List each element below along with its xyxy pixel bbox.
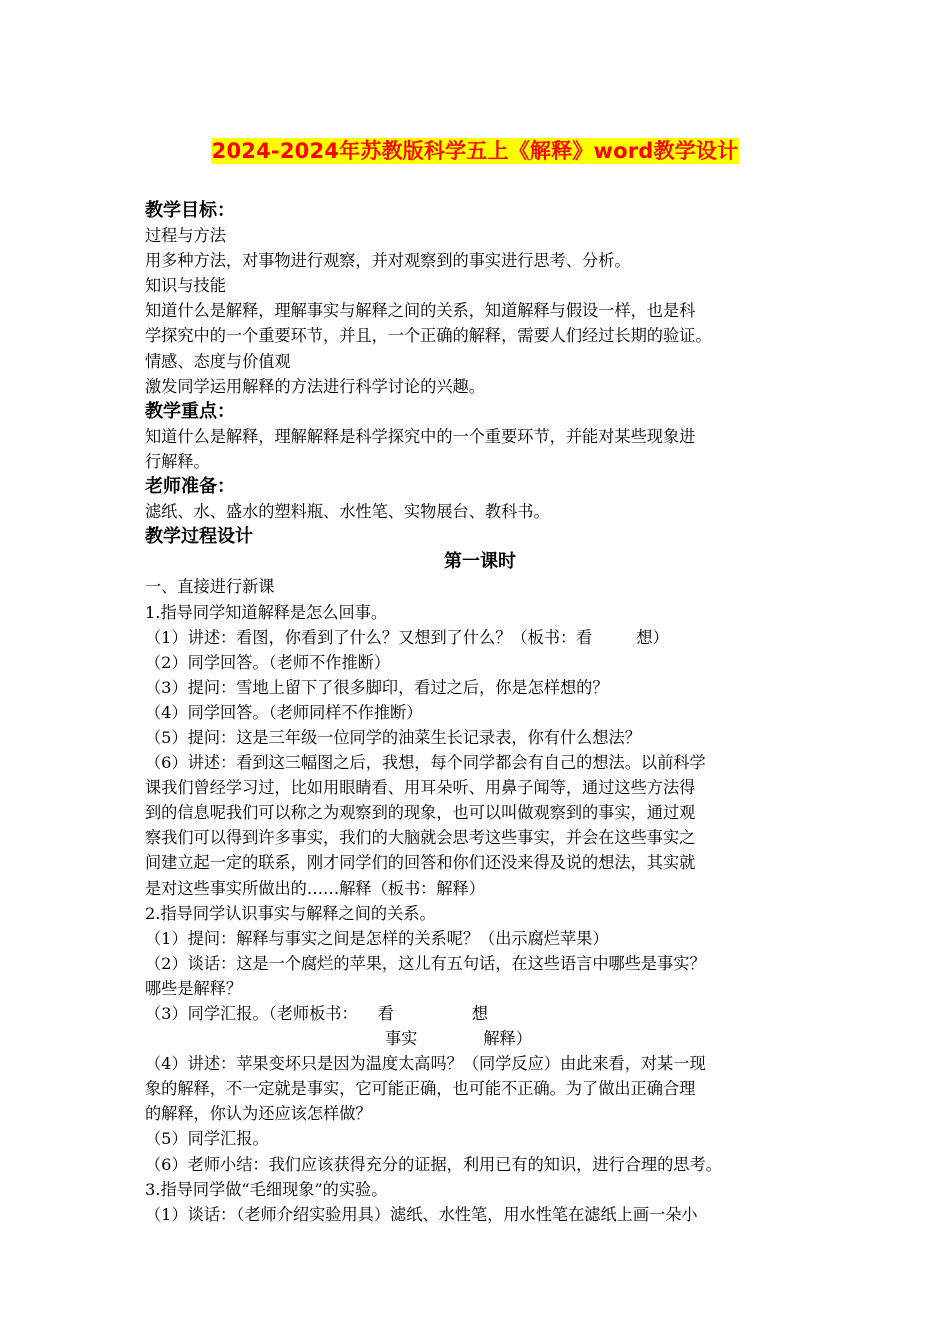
title-container bbox=[145, 138, 805, 164]
paragraph-line: 象的解释，不一定就是事实，它可能正确，也可能不正确。为了做出正确合理 bbox=[145, 1079, 696, 1099]
paragraph-line: （3）提问：雪地上留下了很多脚印，看过之后，你是怎样想的？ bbox=[145, 677, 609, 697]
objective-knowledge-heading: 知识与技能 bbox=[145, 276, 226, 296]
lesson-heading: 第一课时 bbox=[444, 551, 516, 573]
document-body bbox=[145, 198, 815, 1227]
paragraph-line: （1）提问：解释与事实之间是怎样的关系呢？（出示腐烂苹果） bbox=[145, 928, 609, 948]
paragraph-line: （1）谈话：（老师介绍实验用具）滤纸、水性笔，用水性笔在滤纸上画一朵小 bbox=[145, 1204, 698, 1224]
paragraph-line: （6）讲述：看到这三幅图之后，我想，每个同学都会有自己的想法。以前科学 bbox=[145, 753, 706, 773]
paragraph-line: 间建立起一定的联系，刚才同学们的回答和你们还没来得及说的想法，其实就 bbox=[145, 853, 696, 873]
preparation-heading: 老师准备： bbox=[145, 476, 235, 498]
line-segment: （3）同学汇报。（老师板书： bbox=[145, 1004, 358, 1023]
paragraph-line: 到的信息呢我们可以称之为观察到的现象，也可以叫做观察到的事实，通过观 bbox=[145, 803, 696, 823]
paragraph-line: 课我们曾经学习过，比如用眼睛看、用耳朵听、用鼻子闻等，通过这些方法得 bbox=[145, 778, 696, 798]
process-heading: 教学过程设计 bbox=[145, 526, 253, 548]
paragraph-line: 一、直接进行新课 bbox=[145, 577, 275, 597]
paragraph-line: 哪些是解释？ bbox=[145, 978, 243, 998]
line-segment: 想） bbox=[636, 627, 669, 647]
line-segment: 看 bbox=[377, 1004, 394, 1023]
paragraph-line: （6）老师小结：我们应该获得充分的证据，利用已有的知识，进行合理的思考。 bbox=[145, 1154, 722, 1174]
objective-attitude-text: 激发同学运用解释的方法进行科学讨论的兴趣。 bbox=[145, 376, 485, 396]
objective-attitude-heading: 情感、态度与价值观 bbox=[145, 351, 291, 371]
line-segment: 解释） bbox=[483, 1029, 532, 1049]
objective-process-text: 用多种方法，对事物进行观察，并对观察到的事实进行思考、分析。 bbox=[145, 251, 631, 271]
paragraph-line bbox=[145, 625, 815, 650]
objective-knowledge-text-2: 学探究中的一个重要环节，并且，一个正确的解释，需要人们经过长期的验证。 bbox=[145, 326, 712, 346]
paragraph-line bbox=[145, 1026, 815, 1051]
key-points-heading: 教学重点： bbox=[145, 400, 235, 422]
line-segment: 想 bbox=[471, 1004, 489, 1023]
paragraph-line: 3.指导同学做“毛细现象”的实验。 bbox=[145, 1179, 388, 1199]
paragraph-line: （2）谈话：这是一个腐烂的苹果，这儿有五句话，在这些语言中哪些是事实？ bbox=[145, 953, 706, 973]
paragraph-line: （2）同学回答。（老师不作推断） bbox=[145, 652, 391, 672]
paragraph-line: 的解释，你认为还应该怎样做？ bbox=[145, 1104, 372, 1124]
paragraph-line: 2.指导同学认识事实与解释之间的关系。 bbox=[145, 903, 436, 923]
paragraph-line: （4）讲述：苹果变坏只是因为温度太高吗？（同学反应）由此来看，对某一现 bbox=[145, 1054, 706, 1074]
paragraph-line bbox=[145, 1001, 815, 1026]
paragraph-line: 1.指导同学知道解释是怎么回事。 bbox=[145, 602, 388, 622]
preparation-text: 滤纸、水、盛水的塑料瓶、水性笔、实物展台、教科书。 bbox=[145, 502, 550, 522]
paragraph-line: （5）同学汇报。 bbox=[145, 1129, 269, 1149]
line-segment: 事实 bbox=[385, 1029, 418, 1049]
key-points-text-2: 行解释。 bbox=[145, 451, 210, 471]
key-points-text-1: 知道什么是解释，理解解释是科学探究中的一个重要环节，并能对某些现象进 bbox=[145, 426, 696, 446]
paragraph-line: （4）同学回答。（老师同样不作推断） bbox=[145, 702, 423, 722]
line-segment: （1）讲述：看图，你看到了什么？又想到了什么？（板书：看 bbox=[145, 627, 593, 647]
document-title: 2024-2024年苏教版科学五上《解释》word教学设计 bbox=[211, 139, 739, 163]
paragraph-line: 是对这些事实所做出的……解释（板书：解释） bbox=[145, 878, 485, 898]
objective-knowledge-text-1: 知道什么是解释，理解事实与解释之间的关系，知道解释与假设一样，也是科 bbox=[145, 301, 696, 321]
objective-process-heading: 过程与方法 bbox=[145, 226, 226, 246]
paragraph-line: （5）提问：这是三年级一位同学的油菜生长记录表，你有什么想法？ bbox=[145, 727, 641, 747]
objectives-heading: 教学目标： bbox=[145, 200, 235, 221]
paragraph-line: 察我们可以得到许多事实，我们的大脑就会思考这些事实，并会在这些事实之 bbox=[145, 828, 696, 848]
